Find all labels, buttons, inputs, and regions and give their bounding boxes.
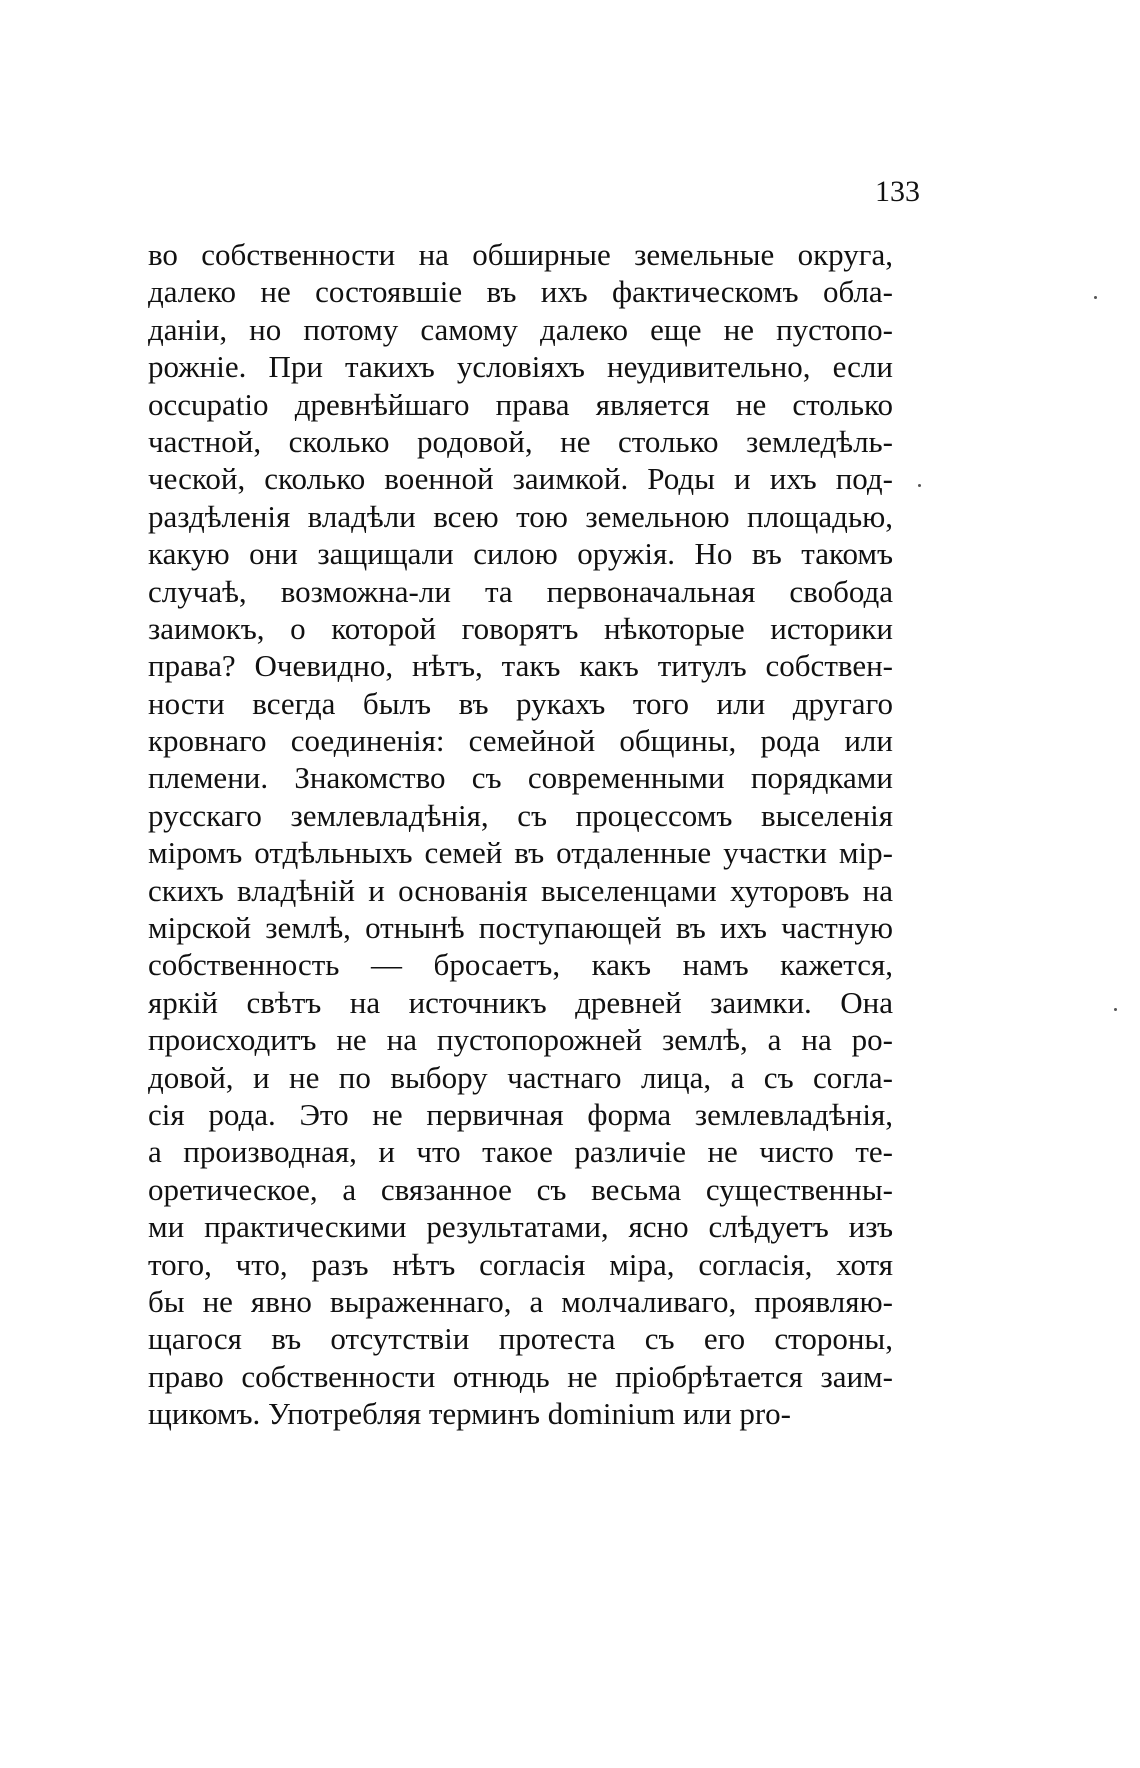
text-line: ческой, сколько военной заимкой. Роды и ихъ под-: [148, 461, 893, 497]
scan-speck: [918, 484, 921, 487]
scan-speck: [1114, 1008, 1117, 1011]
text-line: данiи, но потому самому далеко еще не пустопо-: [148, 311, 893, 347]
text-line: частной, сколько родовой, не столько земледѣль-: [148, 423, 893, 459]
text-line: міромъ отдѣльныхъ семей въ отдаленные участки мір-: [148, 835, 893, 871]
body-text: [148, 236, 893, 1433]
text-line: происходитъ не на пустопорожней землѣ, а на ро-: [148, 1022, 893, 1058]
text-line: довой, и не по выбору частнаго лица, а съ согла-: [148, 1059, 893, 1095]
text-line: далеко не состоявшіе въ ихъ фактическомъ облa-: [148, 274, 893, 310]
text-line: какую они защищали силою оружія. Но въ такомъ: [148, 536, 893, 572]
text-line: ми практическими результатами, ясно слѣдуетъ изъ: [148, 1209, 893, 1245]
page-number: 133: [875, 175, 920, 208]
text-line: права? Очевидно, нѣтъ, такъ какъ титулъ собствен-: [148, 648, 893, 684]
text-line: кровнаго соединенія: семейной общины, рода или: [148, 723, 893, 759]
text-line: скихъ владѣній и основанія выселенцами хуторовъ на: [148, 872, 893, 908]
text-line: русскаго землевладѣнія, съ процессомъ выселенія: [148, 797, 893, 833]
text-line: бы не явно выраженнаго, а молчаливаго, проявляю-: [148, 1283, 893, 1319]
text-line: оретическое, а связанное съ весьма существенны-: [148, 1171, 893, 1207]
text-line: мірской землѣ, отнынѣ поступающей въ ихъ частную: [148, 910, 893, 946]
text-line: сія рода. Это не первичная форма землевладѣнія,: [148, 1096, 893, 1132]
text-line: а производная, и что такое различіе не чисто те-: [148, 1134, 893, 1170]
text-line: щикомъ. Употребляя терминъ dominium или pro-: [148, 1396, 791, 1432]
text-line: occupatio древнѣйшаго права является не столько: [148, 386, 893, 422]
text-line: во собственности на обширные земельные округа,: [148, 237, 893, 272]
text-line: рожніе. При такихъ условіяхъ неудивительно, если: [148, 349, 893, 385]
text-line: племени. Знакомство съ современными порядками: [148, 760, 893, 796]
text-line: яркій свѣтъ на источникъ древней заимки. Она: [148, 984, 893, 1020]
text-line: право собственности отнюдь не пріобрѣтается заим-: [148, 1358, 893, 1394]
scan-speck: [1094, 296, 1097, 299]
text-line: раздѣленія владѣли всею тою земельною площадью,: [148, 498, 893, 534]
text-line: ности всегда былъ въ рукахъ того или другаго: [148, 685, 893, 721]
text-line: случаѣ, возможна-ли та первоначальная свобода: [148, 573, 893, 609]
text-line: собственность — бросаетъ, какъ намъ кажется,: [148, 947, 893, 983]
text-line: щагося въ отсутствіи протеста съ его стороны,: [148, 1321, 893, 1357]
text-line: заимокъ, о которой говорятъ нѣкоторые историки: [148, 610, 893, 646]
text-line: того, что, разъ нѣтъ согласія міра, согласія, хотя: [148, 1246, 893, 1282]
